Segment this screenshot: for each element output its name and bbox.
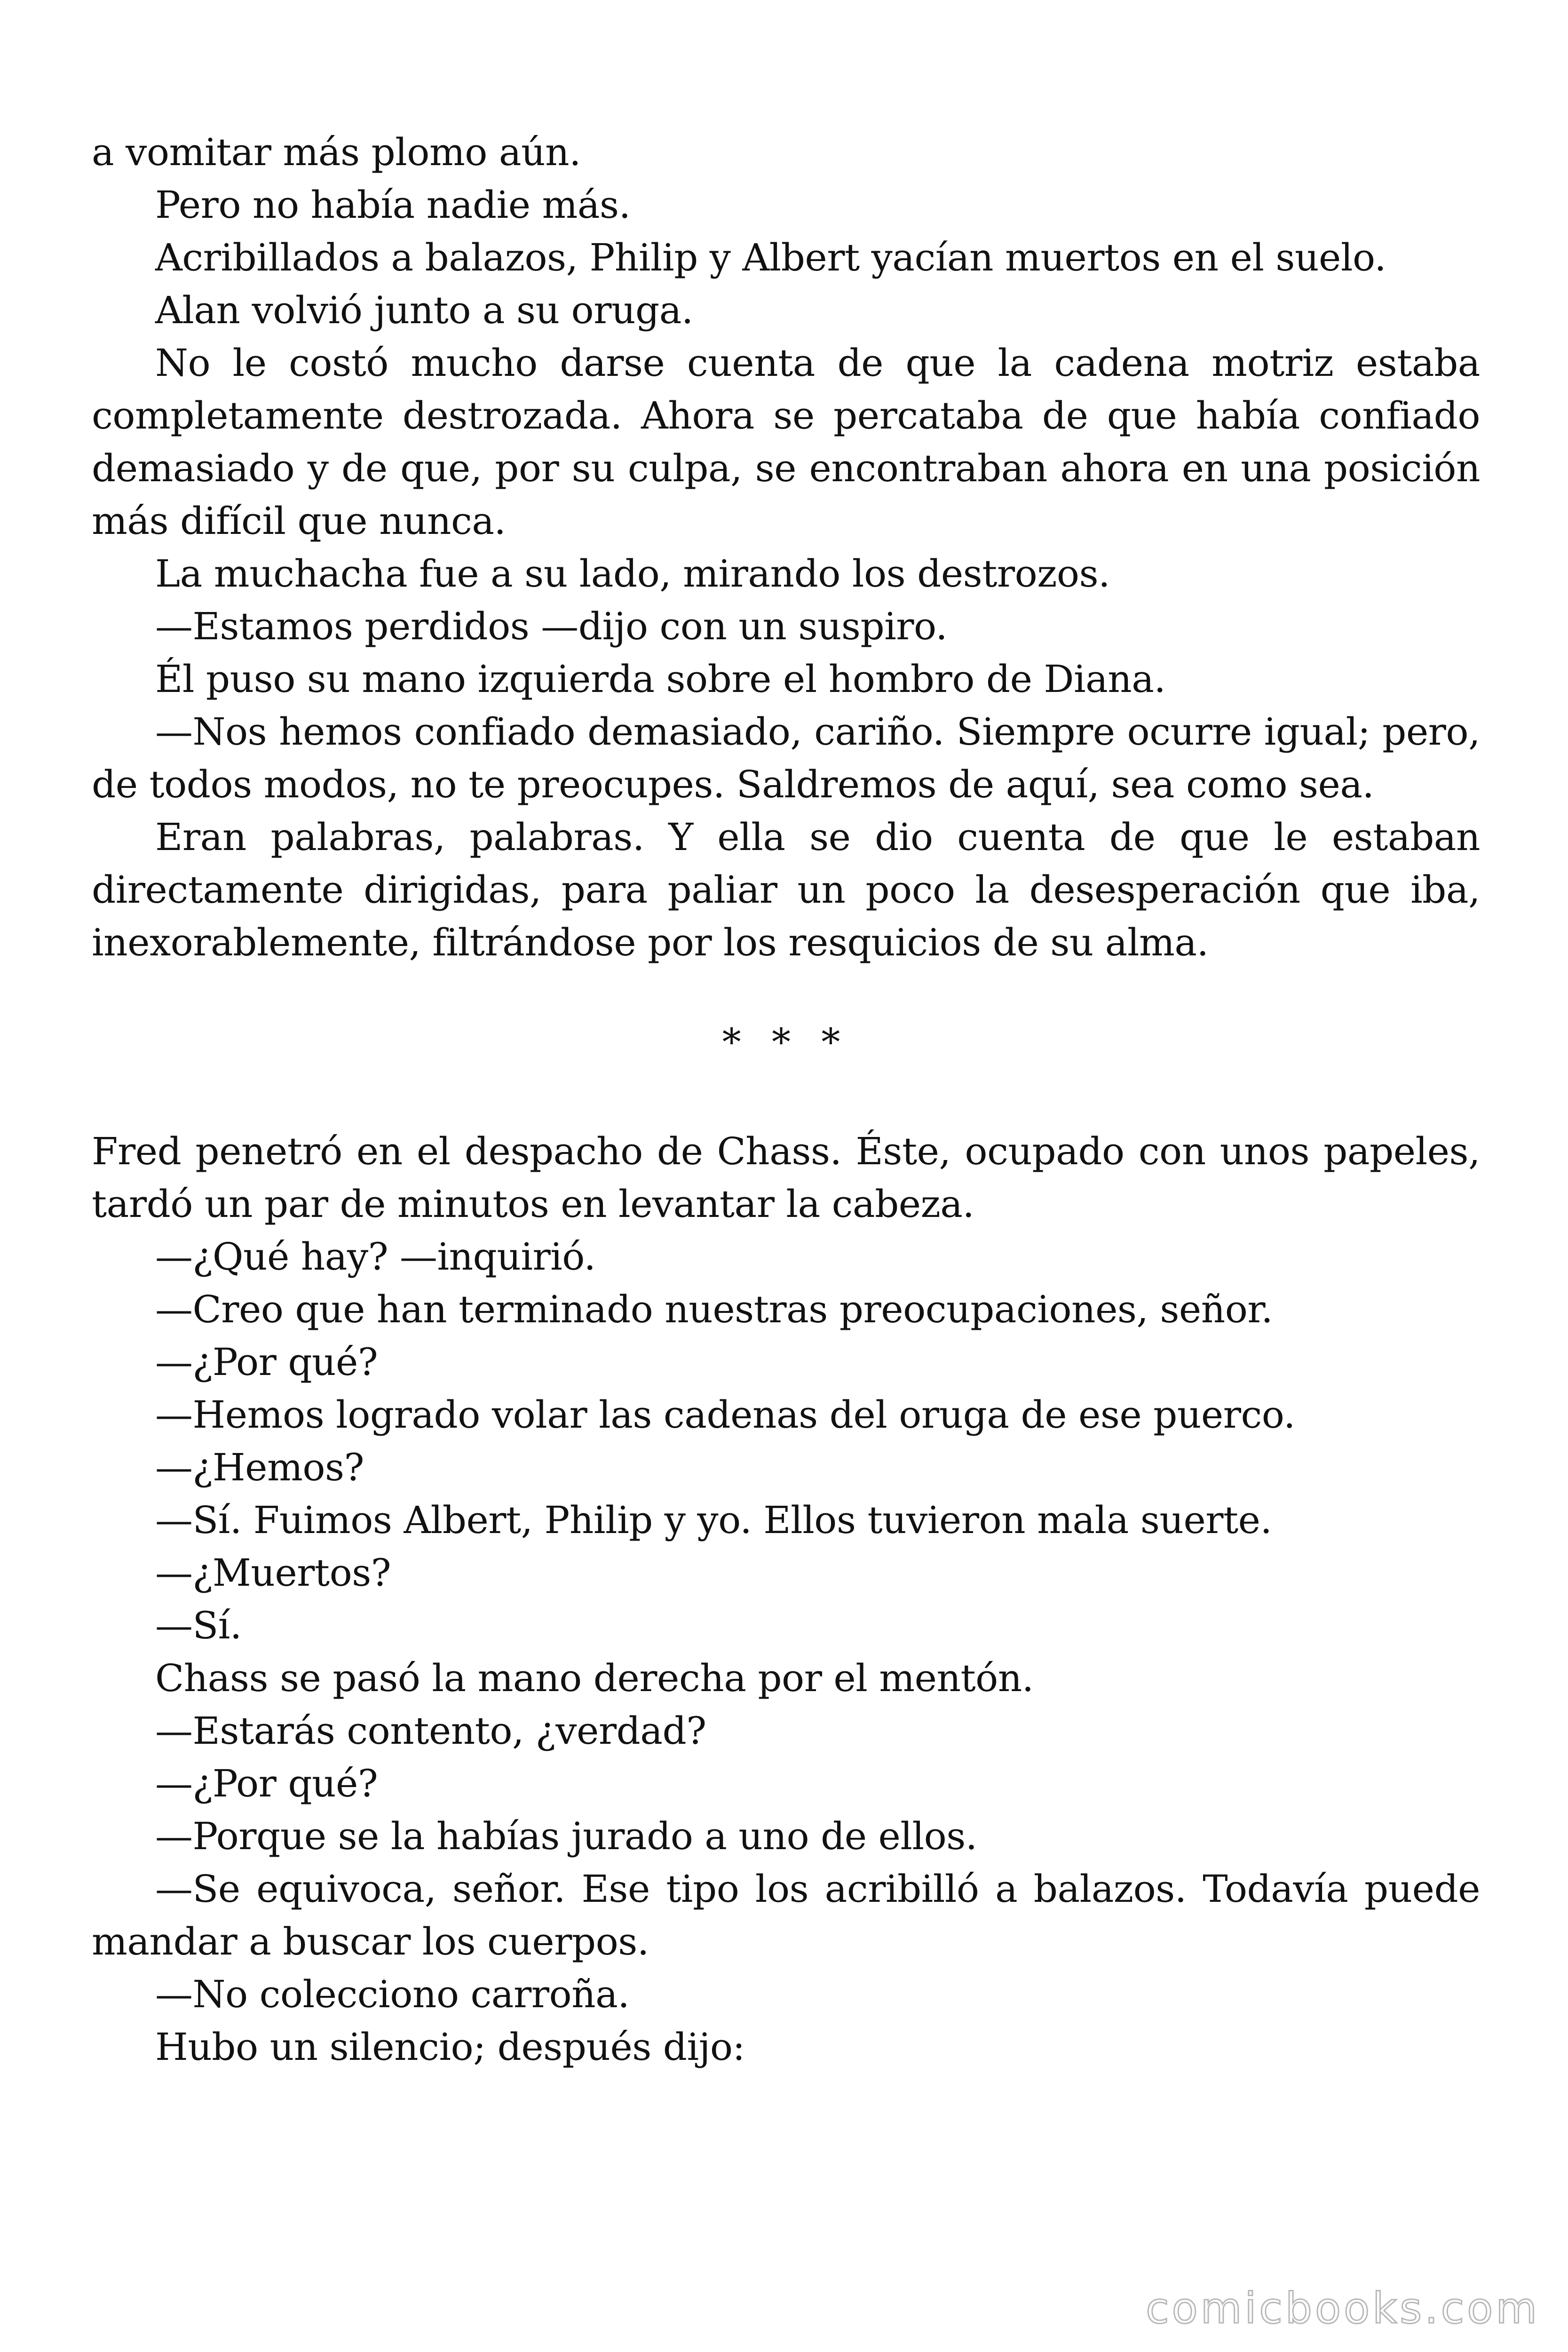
paragraph: —Nos hemos confiado demasiado, cariño. Siempre ocurre igual; pero, de todos modos, no te preocupes. Saldremos de aquí, sea como sea.: [92, 710, 1480, 806]
paragraph: —Porque se la habías jurado a uno de ellos.: [155, 1814, 977, 1858]
paragraph: Hubo un silencio; después dijo:: [155, 2025, 745, 2069]
paragraph: —No colecciono carroña.: [155, 1972, 630, 2016]
paragraph: —Se equivoca, señor. Ese tipo los acribilló a balazos. Todavía puede mandar a buscar los cuerpos.: [92, 1867, 1480, 1963]
paragraph: Chass se pasó la mano derecha por el mentón.: [155, 1656, 1034, 1700]
paragraph: Fred penetró en el despacho de Chass. Éste, ocupado con unos papeles, tardó un par de minutos en levantar la cabeza.: [92, 1129, 1480, 1226]
paragraph: —¿Por qué?: [155, 1340, 378, 1384]
paragraph: —Sí. Fuimos Albert, Philip y yo. Ellos tuvieron mala suerte.: [155, 1498, 1272, 1542]
paragraph: —¿Por qué?: [155, 1762, 378, 1805]
paragraph: Pero no había nadie más.: [155, 183, 631, 227]
paragraph: a vomitar más plomo aún.: [92, 130, 581, 174]
paragraph: —Estarás contento, ¿verdad?: [155, 1709, 706, 1753]
paragraph: Él puso su mano izquierda sobre el hombro de Diana.: [155, 657, 1166, 701]
paragraph: —¿Hemos?: [155, 1446, 364, 1489]
paragraph: —Creo que han terminado nuestras preocupaciones, señor.: [155, 1287, 1273, 1331]
paragraph: Acribillados a balazos, Philip y Albert yacían muertos en el suelo.: [155, 236, 1386, 279]
scene-separator: * * *: [722, 1020, 850, 1064]
watermark: comicbooks.com: [1146, 2284, 1540, 2333]
paragraph: La muchacha fue a su lado, mirando los destrozos.: [155, 552, 1110, 596]
section-1: [92, 126, 1480, 969]
paragraph: —Estamos perdidos —dijo con un suspiro.: [155, 604, 948, 648]
paragraph: Alan volvió junto a su oruga.: [155, 288, 693, 332]
paragraph: No le costó mucho darse cuenta de que la cadena motriz estaba completamente destrozada. Ahora se percataba de que había confiado demasiado y de que, por su culpa, se encontraban ahora en una posición más difícil que nunca.: [92, 341, 1480, 543]
paragraph: —¿Muertos?: [155, 1551, 391, 1595]
paragraph: Eran palabras, palabras. Y ella se dio cuenta de que le estaban directamente dirigidas, para paliar un poco la desesperación que iba, inexorablemente, filtrándose por los resquicios de su alma.: [92, 815, 1480, 964]
paragraph: —Sí.: [155, 1604, 242, 1647]
section-2: [92, 1125, 1480, 2074]
book-page: [92, 126, 1480, 2074]
paragraph: —Hemos logrado volar las cadenas del oruga de ese puerco.: [155, 1393, 1295, 1437]
paragraph: —¿Qué hay? —inquirió.: [155, 1235, 596, 1279]
